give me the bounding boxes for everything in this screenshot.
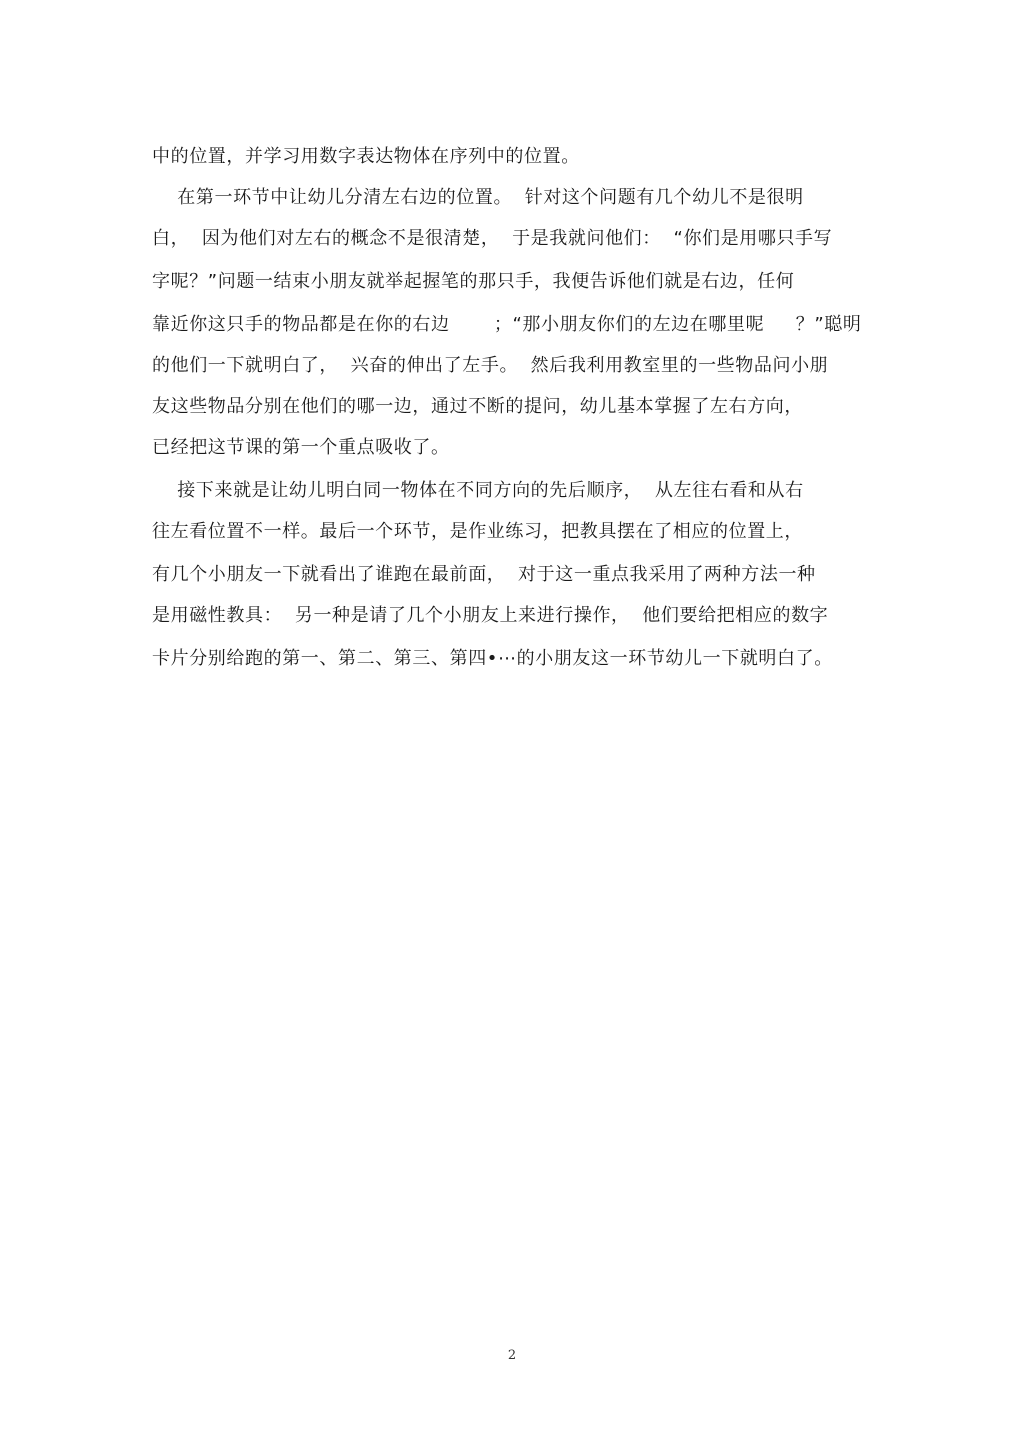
page-number: 2 [507, 1348, 517, 1363]
text-line: 已经把这节课的第一个重点吸收了。 [152, 437, 450, 458]
text-line: 卡片分别给跑的第一、第二、第三、第四•⋯的小朋友这一环节幼儿一下就明白了。 [152, 648, 833, 669]
text-line: 字呢？”问题一结束小朋友就举起握笔的那只手，我便告诉他们就是右边，任何 [152, 271, 795, 292]
text-line: 靠近你这只手的物品都是在你的右边 ；“那小朋友你们的左边在哪里呢 ？”聪明 [152, 314, 862, 335]
text-line: 的他们一下就明白了， 兴奋的伸出了左手。 然后我利用教室里的一些物品问小朋 [152, 355, 829, 376]
text-line: 中的位置，并学习用数字表达物体在序列中的位置。 [152, 146, 580, 167]
text-line: 接下来就是让幼儿明白同一物体在不同方向的先后顺序， 从左往右看和从右 [152, 480, 804, 501]
text-line: 有几个小朋友一下就看出了谁跑在最前面， 对于这一重点我采用了两种方法一种 [152, 564, 816, 585]
text-line: 往左看位置不一样。最后一个环节，是作业练习，把教具摆在了相应的位置上， [152, 521, 803, 542]
text-line: 友这些物品分别在他们的哪一边，通过不断的提问，幼儿基本掌握了左右方向， [152, 396, 803, 417]
text-line: 白， 因为他们对左右的概念不是很清楚， 于是我就问他们： “你们是用哪只手写 [152, 228, 833, 249]
text-line: 在第一环节中让幼儿分清左右边的位置。 针对这个问题有几个幼儿不是很明 [152, 187, 804, 208]
text-line: 是用磁性教具： 另一种是请了几个小朋友上来进行操作， 他们要给把相应的数字 [152, 605, 829, 626]
